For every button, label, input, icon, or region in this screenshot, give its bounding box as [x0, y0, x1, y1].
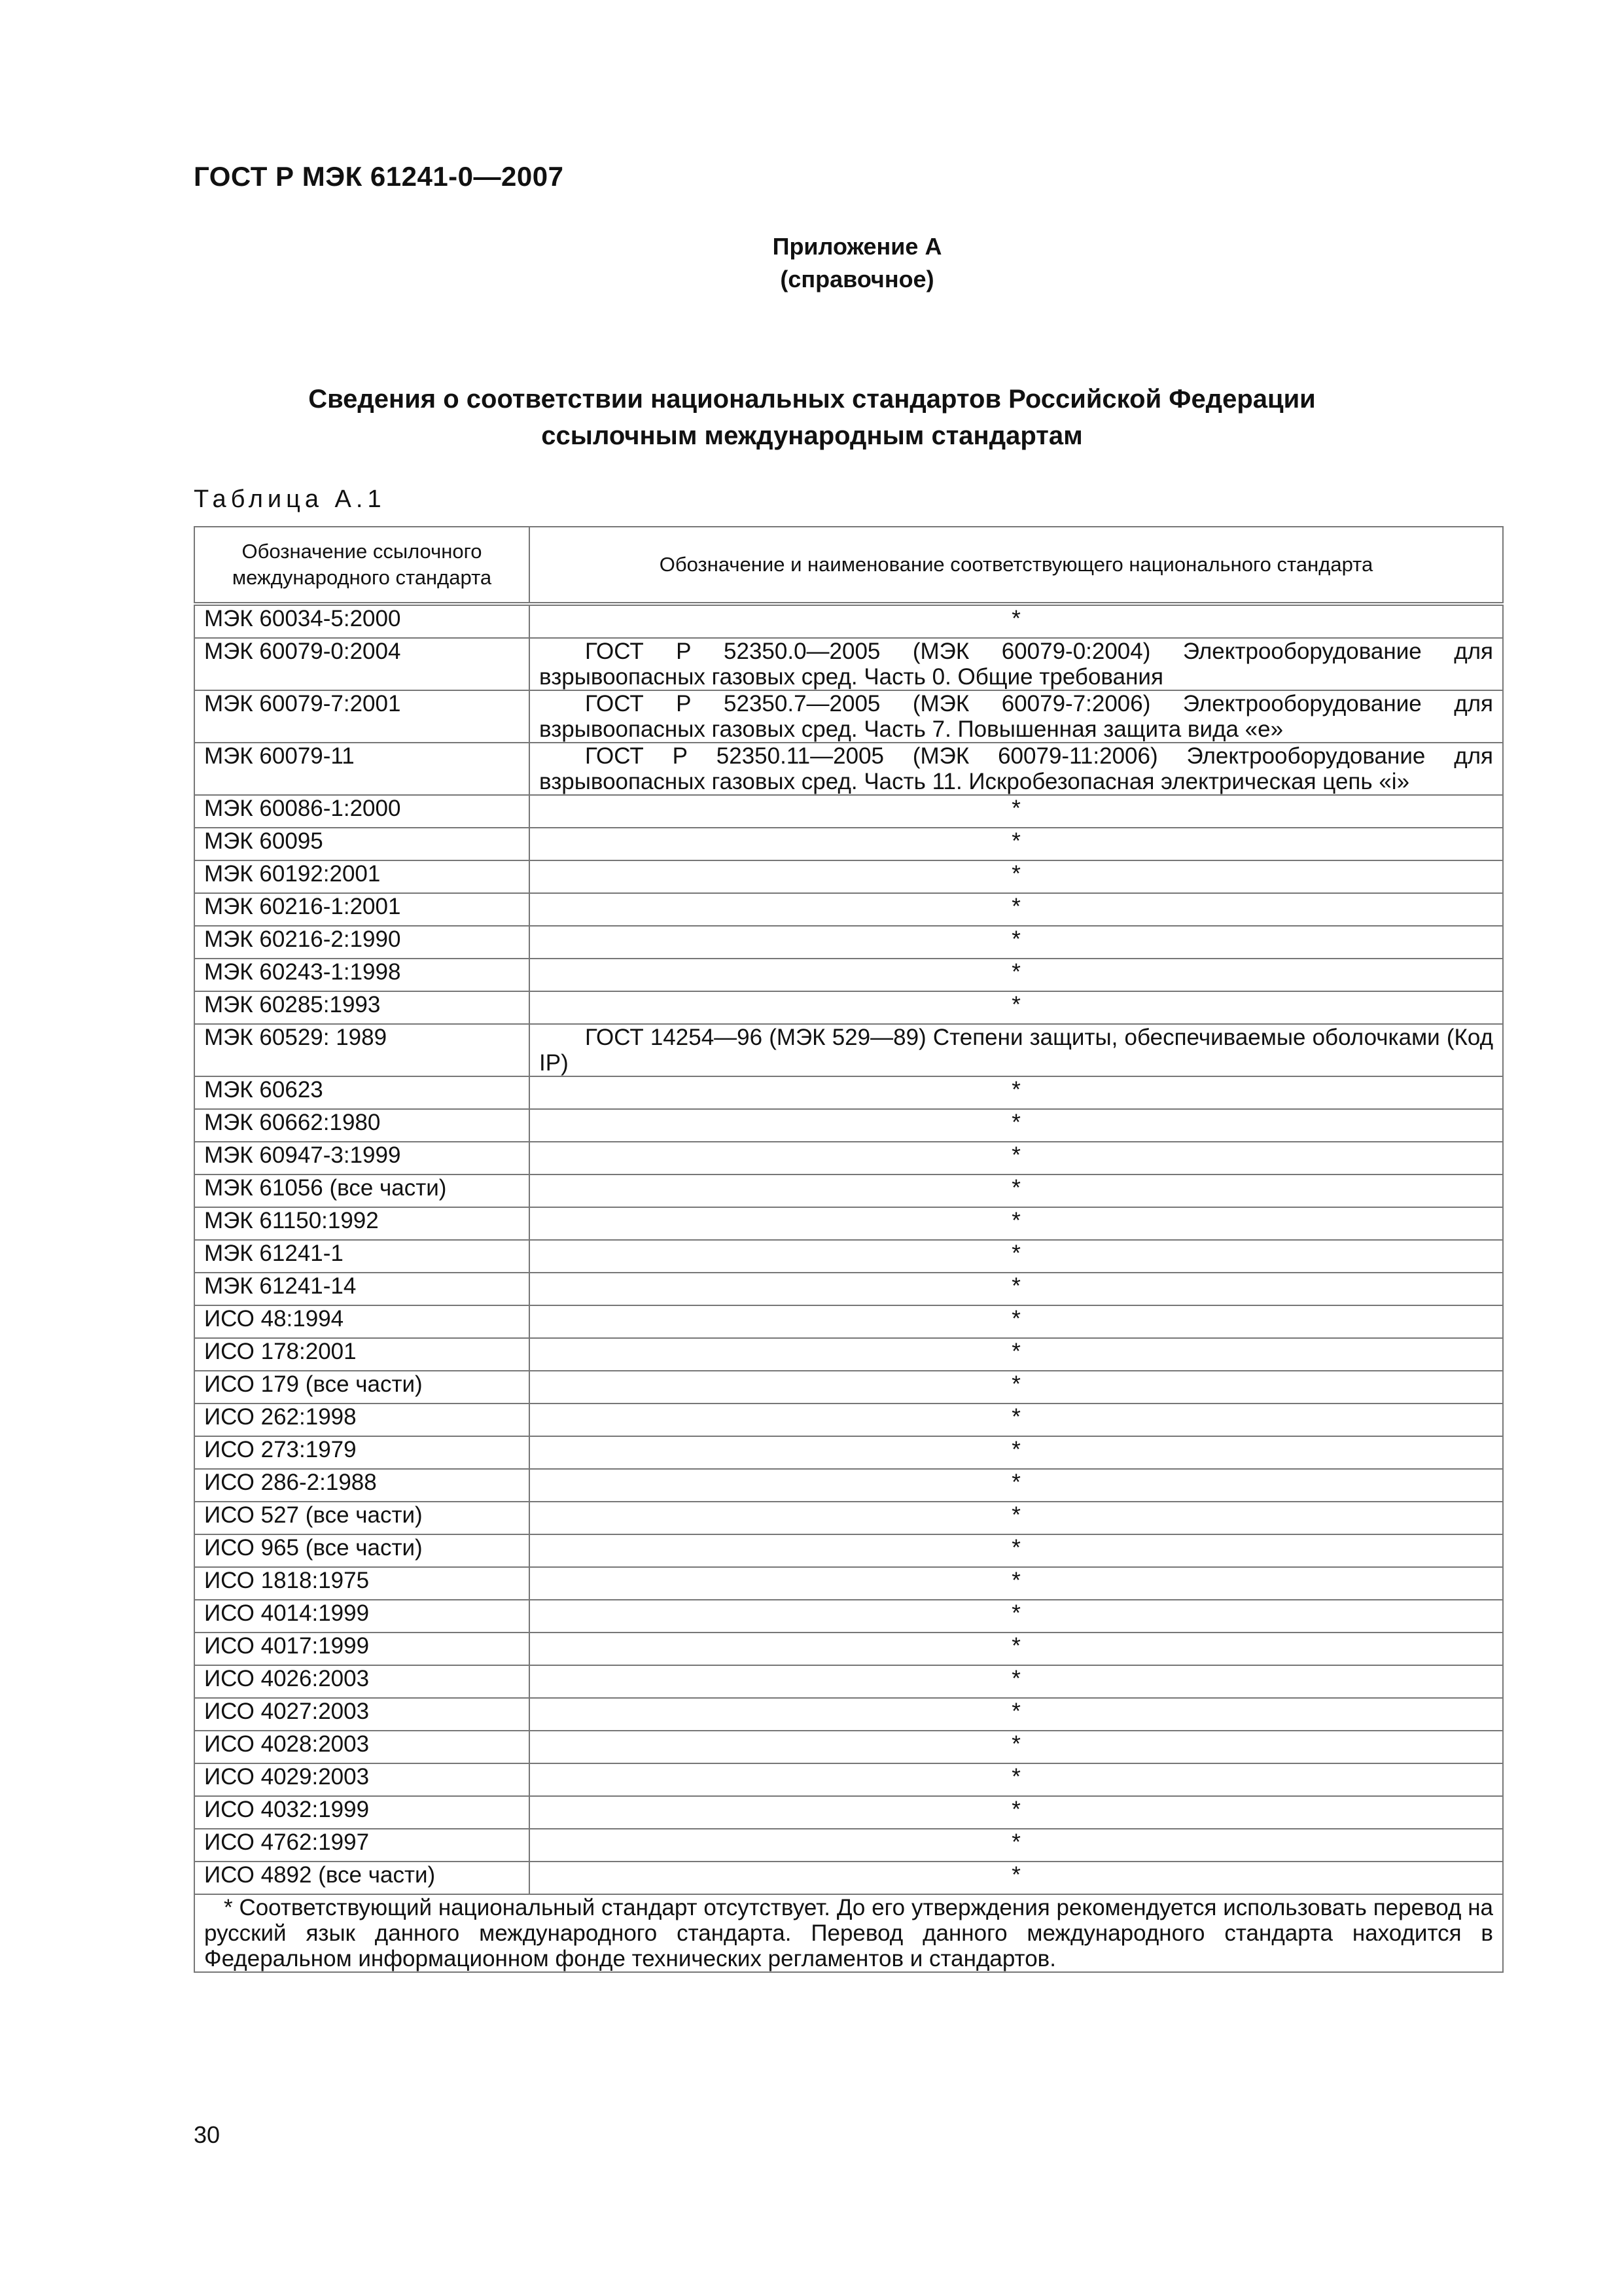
- table-row: [194, 1698, 1503, 1731]
- document-code: ГОСТ Р МЭК 61241-0—2007: [194, 161, 564, 192]
- national-standard-cell: *: [529, 1076, 1503, 1109]
- national-standard-cell: *: [529, 1796, 1503, 1829]
- national-standard-cell: *: [529, 1142, 1503, 1174]
- table-row: [194, 1862, 1503, 1894]
- table-row: [194, 1371, 1503, 1404]
- intl-standard-cell: ИСО 4032:1999: [194, 1796, 529, 1829]
- intl-standard-cell: ИСО 4017:1999: [194, 1633, 529, 1665]
- national-standard-cell: *: [529, 893, 1503, 926]
- table-row: [194, 926, 1503, 959]
- intl-standard-cell: МЭК 61241-1: [194, 1240, 529, 1273]
- national-standard-cell: *: [529, 860, 1503, 893]
- table-row: [194, 1436, 1503, 1469]
- header-national-standard: Обозначение и наименование соответствующего национального стандарта: [529, 527, 1503, 604]
- national-standard-cell: ГОСТ Р 52350.7—2005 (МЭК 60079-7:2006) Электрооборудование для взрывоопасных газовых сред. Часть 7. Повышенная защита вида «е»: [529, 690, 1503, 743]
- intl-standard-cell: МЭК 60285:1993: [194, 991, 529, 1024]
- table-row: [194, 1796, 1503, 1829]
- annex-title: Приложение А: [772, 233, 942, 260]
- intl-standard-cell: ИСО 178:2001: [194, 1338, 529, 1371]
- national-standard-cell: *: [529, 828, 1503, 860]
- national-standard-cell: *: [529, 1109, 1503, 1142]
- heading-line-1: Сведения о соответствии национальных стандартов Российской Федерации: [308, 385, 1316, 414]
- intl-standard-cell: МЭК 60079-0:2004: [194, 638, 529, 690]
- national-standard-cell: *: [529, 1534, 1503, 1567]
- intl-standard-cell: ИСО 4892 (все части): [194, 1862, 529, 1894]
- table-row: [194, 1338, 1503, 1371]
- intl-standard-cell: ИСО 527 (все части): [194, 1502, 529, 1534]
- heading-line-2: ссылочным международным стандартам: [541, 421, 1083, 450]
- intl-standard-cell: ИСО 48:1994: [194, 1305, 529, 1338]
- table-row: [194, 1240, 1503, 1273]
- intl-standard-cell: ИСО 179 (все части): [194, 1371, 529, 1404]
- table-row: [194, 1142, 1503, 1174]
- intl-standard-cell: МЭК 61150:1992: [194, 1207, 529, 1240]
- table-row: [194, 1731, 1503, 1763]
- national-standard-cell: *: [529, 1207, 1503, 1240]
- national-standard-cell: *: [529, 1633, 1503, 1665]
- header-intl-standard: Обозначение ссылочного международного стандарта: [194, 527, 529, 604]
- table-row: [194, 690, 1503, 743]
- table-row: [194, 1534, 1503, 1567]
- table-footnote: * Соответствующий национальный стандарт отсутствует. До его утверждения рекомендуется использовать перевод на русский язык данного международного стандарта. Перевод данного международного стандарта находится в Федеральном информационном фонде технических регламентов и стандартов.: [194, 1894, 1503, 1972]
- national-standard-cell: *: [529, 1338, 1503, 1371]
- intl-standard-cell: ИСО 4028:2003: [194, 1731, 529, 1763]
- intl-standard-cell: ИСО 965 (все части): [194, 1534, 529, 1567]
- intl-standard-cell: МЭК 60034-5:2000: [194, 604, 529, 638]
- intl-standard-cell: ИСО 273:1979: [194, 1436, 529, 1469]
- table-row: [194, 1273, 1503, 1305]
- table-row: [194, 795, 1503, 828]
- table-header-row: [194, 527, 1503, 604]
- national-standard-cell: *: [529, 604, 1503, 638]
- table-row: [194, 828, 1503, 860]
- table-row: [194, 1829, 1503, 1862]
- annex-type: (справочное): [780, 266, 934, 292]
- intl-standard-cell: МЭК 61241-14: [194, 1273, 529, 1305]
- intl-standard-cell: МЭК 60086-1:2000: [194, 795, 529, 828]
- national-standard-cell: *: [529, 1436, 1503, 1469]
- standards-table: [194, 526, 1504, 1973]
- national-standard-cell: *: [529, 1404, 1503, 1436]
- table-footnote-row: [194, 1894, 1503, 1972]
- table-row: [194, 1665, 1503, 1698]
- table-row: [194, 1024, 1503, 1076]
- intl-standard-cell: МЭК 60079-7:2001: [194, 690, 529, 743]
- intl-standard-cell: ИСО 4029:2003: [194, 1763, 529, 1796]
- intl-standard-cell: ИСО 4014:1999: [194, 1600, 529, 1633]
- national-standard-cell: *: [529, 1174, 1503, 1207]
- table-row: [194, 1305, 1503, 1338]
- intl-standard-cell: МЭК 61056 (все части): [194, 1174, 529, 1207]
- national-standard-cell: *: [529, 1731, 1503, 1763]
- national-standard-cell: *: [529, 795, 1503, 828]
- intl-standard-cell: ИСО 1818:1975: [194, 1567, 529, 1600]
- table-row: [194, 991, 1503, 1024]
- table-row: [194, 1404, 1503, 1436]
- intl-standard-cell: МЭК 60623: [194, 1076, 529, 1109]
- table-row: [194, 1763, 1503, 1796]
- intl-standard-cell: МЭК 60243-1:1998: [194, 959, 529, 991]
- page-number: 30: [194, 2121, 221, 2148]
- national-standard-cell: *: [529, 1862, 1503, 1894]
- table-row: [194, 1207, 1503, 1240]
- national-standard-cell: *: [529, 1698, 1503, 1731]
- intl-standard-cell: МЭК 60216-1:2001: [194, 893, 529, 926]
- table-row: [194, 1502, 1503, 1534]
- national-standard-cell: ГОСТ Р 52350.11—2005 (МЭК 60079-11:2006) Электрооборудование для взрывоопасных газовых сред. Часть 11. Искробезопасная электрическая цепь «i»: [529, 743, 1503, 795]
- intl-standard-cell: МЭК 60095: [194, 828, 529, 860]
- table-row: [194, 860, 1503, 893]
- intl-standard-cell: МЭК 60662:1980: [194, 1109, 529, 1142]
- section-heading: [194, 381, 1430, 454]
- national-standard-cell: *: [529, 1273, 1503, 1305]
- intl-standard-cell: МЭК 60947-3:1999: [194, 1142, 529, 1174]
- national-standard-cell: *: [529, 926, 1503, 959]
- national-standard-cell: *: [529, 1567, 1503, 1600]
- national-standard-cell: *: [529, 1371, 1503, 1404]
- national-standard-cell: *: [529, 959, 1503, 991]
- national-standard-cell: *: [529, 1763, 1503, 1796]
- table-row: [194, 604, 1503, 638]
- intl-standard-cell: ИСО 262:1998: [194, 1404, 529, 1436]
- table-row: [194, 1567, 1503, 1600]
- table-row: [194, 1600, 1503, 1633]
- national-standard-cell: *: [529, 1600, 1503, 1633]
- table-row: [194, 638, 1503, 690]
- intl-standard-cell: МЭК 60192:2001: [194, 860, 529, 893]
- national-standard-cell: *: [529, 1240, 1503, 1273]
- table-row: [194, 1174, 1503, 1207]
- intl-standard-cell: ИСО 4026:2003: [194, 1665, 529, 1698]
- table-row: [194, 1109, 1503, 1142]
- table-row: [194, 1076, 1503, 1109]
- national-standard-cell: *: [529, 1502, 1503, 1534]
- national-standard-cell: ГОСТ 14254—96 (МЭК 529—89) Степени защиты, обеспечиваемые оболочками (Код IP): [529, 1024, 1503, 1076]
- intl-standard-cell: ИСО 286-2:1988: [194, 1469, 529, 1502]
- table-row: [194, 743, 1503, 795]
- intl-standard-cell: МЭК 60216-2:1990: [194, 926, 529, 959]
- intl-standard-cell: ИСО 4027:2003: [194, 1698, 529, 1731]
- annex-header: [707, 230, 1008, 296]
- intl-standard-cell: МЭК 60529: 1989: [194, 1024, 529, 1076]
- table-row: [194, 1633, 1503, 1665]
- intl-standard-cell: ИСО 4762:1997: [194, 1829, 529, 1862]
- national-standard-cell: *: [529, 1305, 1503, 1338]
- national-standard-cell: *: [529, 1469, 1503, 1502]
- table-body: [194, 604, 1503, 1894]
- table-row: [194, 959, 1503, 991]
- national-standard-cell: *: [529, 991, 1503, 1024]
- national-standard-cell: *: [529, 1829, 1503, 1862]
- table-row: [194, 893, 1503, 926]
- table-row: [194, 1469, 1503, 1502]
- national-standard-cell: *: [529, 1665, 1503, 1698]
- intl-standard-cell: МЭК 60079-11: [194, 743, 529, 795]
- table-caption: Таблица А.1: [194, 486, 386, 513]
- national-standard-cell: ГОСТ Р 52350.0—2005 (МЭК 60079-0:2004) Электрооборудование для взрывоопасных газовых сред. Часть 0. Общие требования: [529, 638, 1503, 690]
